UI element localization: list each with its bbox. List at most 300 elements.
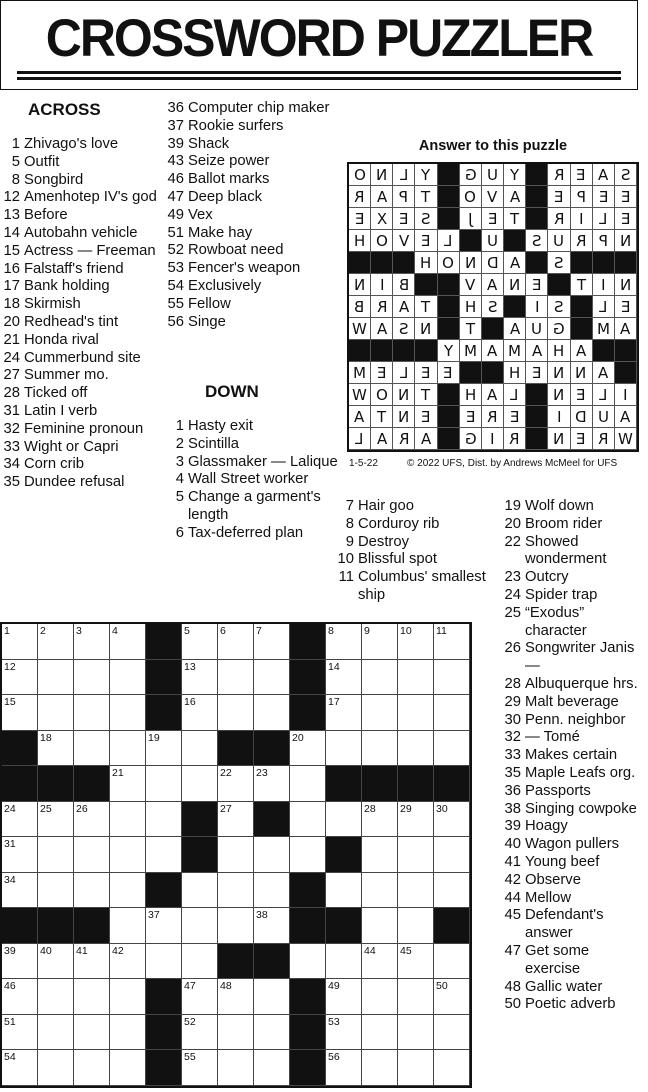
grid-cell[interactable] bbox=[2, 873, 38, 909]
grid-cell[interactable] bbox=[146, 731, 182, 767]
down-heading: DOWN bbox=[205, 382, 259, 401]
grid-cell[interactable] bbox=[326, 1050, 362, 1086]
answer-cell: H bbox=[460, 384, 482, 406]
answer-cell: J bbox=[460, 208, 482, 230]
grid-cell[interactable] bbox=[182, 660, 218, 696]
grid-cell[interactable] bbox=[2, 660, 38, 696]
grid-cell[interactable] bbox=[254, 624, 290, 660]
grid-cell[interactable] bbox=[326, 624, 362, 660]
clue-number: 16 bbox=[3, 260, 20, 277]
grid-cell[interactable] bbox=[110, 873, 146, 909]
grid-cell[interactable] bbox=[398, 1050, 434, 1086]
answer-cell: P bbox=[571, 186, 593, 208]
grid-cell[interactable] bbox=[146, 908, 182, 944]
cell-number: 9 bbox=[364, 625, 370, 637]
clue-number: 33 bbox=[3, 438, 20, 455]
grid-cell[interactable] bbox=[290, 766, 326, 802]
grid-block bbox=[2, 766, 38, 802]
grid-cell[interactable] bbox=[218, 766, 254, 802]
grid-cell[interactable] bbox=[434, 944, 470, 980]
answer-cell: S bbox=[415, 208, 437, 230]
clue-item bbox=[164, 260, 344, 278]
clue-text: Corduroy rib bbox=[358, 515, 440, 532]
clue-number: 31 bbox=[3, 402, 20, 419]
answer-cell: I bbox=[615, 384, 637, 406]
grid-cell[interactable] bbox=[362, 660, 398, 696]
grid-block bbox=[434, 766, 470, 802]
clue-text: Get some exercise bbox=[525, 942, 590, 977]
answer-cell: Y bbox=[415, 164, 437, 186]
answer-cell: G bbox=[460, 428, 482, 450]
clue-number: 23 bbox=[504, 569, 521, 586]
answer-cell: H bbox=[504, 362, 526, 384]
clue-text: Change a garment's length bbox=[188, 489, 321, 523]
answer-cell: E bbox=[615, 186, 637, 208]
grid-cell[interactable] bbox=[2, 1015, 38, 1051]
clue-text: Scintilla bbox=[188, 435, 239, 452]
across-heading: ACROSS bbox=[28, 100, 101, 119]
clue-text: Fencer's weapon bbox=[188, 260, 301, 277]
grid-cell[interactable] bbox=[362, 802, 398, 838]
cell-number: 22 bbox=[220, 767, 232, 780]
grid-cell[interactable] bbox=[74, 1015, 110, 1051]
clue-text: Shack bbox=[188, 135, 230, 152]
answer-cell: T bbox=[415, 384, 437, 406]
clue-item bbox=[0, 456, 160, 474]
grid-cell[interactable] bbox=[398, 837, 434, 873]
clue-item bbox=[0, 296, 160, 314]
grid-cell[interactable] bbox=[182, 1015, 218, 1051]
answer-cell: A bbox=[504, 318, 526, 340]
clue-text: Honda rival bbox=[24, 331, 99, 348]
clue-number: 33 bbox=[504, 747, 521, 764]
clue-item bbox=[497, 712, 647, 730]
grid-cell[interactable] bbox=[74, 624, 110, 660]
grid-cell[interactable] bbox=[146, 766, 182, 802]
grid-cell[interactable] bbox=[290, 837, 326, 873]
answer-cell: Y bbox=[504, 164, 526, 186]
clue-text: Gallic water bbox=[525, 978, 603, 995]
cell-number: 39 bbox=[4, 944, 16, 957]
grid-cell[interactable] bbox=[110, 837, 146, 873]
cell-number: 16 bbox=[184, 696, 196, 709]
grid-cell[interactable] bbox=[434, 731, 470, 767]
clue-text: — Tomé bbox=[525, 729, 580, 746]
answer-cell: M bbox=[349, 362, 371, 384]
clue-number: 51 bbox=[167, 224, 184, 241]
grid-cell[interactable] bbox=[254, 1050, 290, 1086]
grid-cell[interactable] bbox=[290, 944, 326, 980]
answer-block bbox=[438, 384, 460, 406]
answer-cell: E bbox=[393, 208, 415, 230]
grid-block bbox=[74, 766, 110, 802]
grid-cell[interactable] bbox=[38, 1050, 74, 1086]
grid-cell[interactable] bbox=[146, 802, 182, 838]
grid-cell[interactable] bbox=[74, 660, 110, 696]
grid-cell[interactable] bbox=[434, 837, 470, 873]
grid-cell[interactable] bbox=[218, 802, 254, 838]
clue-text: Rookie surfers bbox=[188, 117, 284, 134]
clue-item bbox=[497, 605, 647, 641]
grid-cell[interactable] bbox=[146, 837, 182, 873]
grid-cell[interactable] bbox=[74, 944, 110, 980]
grid-cell[interactable] bbox=[110, 660, 146, 696]
answer-block bbox=[571, 252, 593, 274]
clue-number: 12 bbox=[3, 189, 20, 206]
grid-cell[interactable] bbox=[2, 1050, 38, 1086]
clue-number: 9 bbox=[345, 533, 354, 550]
cell-number: 6 bbox=[220, 625, 226, 637]
clue-item bbox=[497, 640, 647, 676]
clue-item bbox=[497, 996, 647, 1014]
grid-cell[interactable] bbox=[38, 873, 74, 909]
grid-cell[interactable] bbox=[2, 979, 38, 1015]
clue-text: Blissful spot bbox=[358, 551, 437, 568]
clue-text: Fellow bbox=[188, 295, 231, 312]
grid-cell[interactable] bbox=[110, 731, 146, 767]
grid-cell[interactable] bbox=[254, 873, 290, 909]
grid-cell[interactable] bbox=[434, 1050, 470, 1086]
grid-cell[interactable] bbox=[38, 1015, 74, 1051]
clue-item bbox=[0, 189, 160, 207]
grid-cell[interactable] bbox=[38, 944, 74, 980]
grid-cell[interactable] bbox=[74, 802, 110, 838]
grid-cell[interactable] bbox=[434, 1015, 470, 1051]
cell-number: 28 bbox=[364, 802, 376, 815]
clue-text: Falstaff's friend bbox=[24, 260, 124, 277]
cell-number: 46 bbox=[4, 980, 16, 993]
grid-cell[interactable] bbox=[182, 944, 218, 980]
cell-number: 14 bbox=[328, 660, 340, 673]
clue-item bbox=[164, 525, 344, 543]
clue-number: 54 bbox=[167, 277, 184, 294]
answer-block bbox=[371, 340, 393, 362]
down-clues-col-2 bbox=[330, 498, 495, 605]
clue-item bbox=[164, 153, 344, 171]
grid-cell[interactable] bbox=[434, 979, 470, 1015]
answer-cell: N bbox=[349, 274, 371, 296]
answer-cell: N bbox=[615, 274, 637, 296]
grid-cell[interactable] bbox=[398, 908, 434, 944]
grid-cell[interactable] bbox=[74, 873, 110, 909]
clue-text: Amenhotep IV's god bbox=[24, 189, 157, 206]
grid-cell[interactable] bbox=[254, 837, 290, 873]
clue-number: 34 bbox=[3, 456, 20, 473]
cell-number: 26 bbox=[76, 802, 88, 815]
answer-cell: L bbox=[593, 208, 615, 230]
grid-cell[interactable] bbox=[434, 695, 470, 731]
answer-cell: X bbox=[371, 208, 393, 230]
grid-cell[interactable] bbox=[362, 1015, 398, 1051]
clue-number: 20 bbox=[3, 313, 20, 330]
answer-cell: E bbox=[526, 274, 548, 296]
grid-cell[interactable] bbox=[182, 731, 218, 767]
answer-cell: E bbox=[349, 208, 371, 230]
answer-block bbox=[526, 164, 548, 186]
grid-cell[interactable] bbox=[2, 624, 38, 660]
grid-cell[interactable] bbox=[218, 908, 254, 944]
grid-cell[interactable] bbox=[74, 731, 110, 767]
answer-cell: E bbox=[504, 406, 526, 428]
answer-block bbox=[460, 362, 482, 384]
grid-cell[interactable] bbox=[434, 624, 470, 660]
clue-text: Hoagy bbox=[525, 818, 568, 835]
grid-cell[interactable] bbox=[362, 624, 398, 660]
answer-cell: S bbox=[393, 318, 415, 340]
cell-number: 12 bbox=[4, 660, 16, 673]
clue-text: Summer mo. bbox=[24, 367, 109, 384]
grid-cell[interactable] bbox=[362, 944, 398, 980]
grid-block bbox=[290, 1050, 326, 1086]
grid-cell[interactable] bbox=[290, 802, 326, 838]
grid-cell[interactable] bbox=[254, 660, 290, 696]
answer-cell: L bbox=[349, 428, 371, 450]
grid-block bbox=[146, 624, 182, 660]
grid-cell[interactable] bbox=[326, 731, 362, 767]
banner-rule-bottom bbox=[17, 77, 621, 80]
cell-number: 50 bbox=[436, 980, 448, 993]
grid-cell[interactable] bbox=[398, 979, 434, 1015]
answer-cell: R bbox=[349, 186, 371, 208]
answer-cell: O bbox=[438, 252, 460, 274]
answer-cell: L bbox=[504, 384, 526, 406]
answer-cell: A bbox=[571, 340, 593, 362]
grid-cell[interactable] bbox=[434, 802, 470, 838]
cell-number: 30 bbox=[436, 802, 448, 815]
grid-cell[interactable] bbox=[38, 660, 74, 696]
grid-cell[interactable] bbox=[38, 731, 74, 767]
grid-cell[interactable] bbox=[38, 979, 74, 1015]
answer-cell: V bbox=[460, 274, 482, 296]
clue-item bbox=[497, 818, 647, 836]
grid-cell[interactable] bbox=[218, 1015, 254, 1051]
clue-number: 6 bbox=[175, 524, 184, 541]
answer-block bbox=[593, 252, 615, 274]
clue-text: Seize power bbox=[188, 153, 270, 170]
grid-cell[interactable] bbox=[218, 979, 254, 1015]
grid-block bbox=[290, 1015, 326, 1051]
grid-cell[interactable] bbox=[362, 873, 398, 909]
answer-cell: A bbox=[415, 428, 437, 450]
grid-cell[interactable] bbox=[254, 979, 290, 1015]
grid-cell[interactable] bbox=[254, 1015, 290, 1051]
grid-cell[interactable] bbox=[74, 979, 110, 1015]
clue-number: 56 bbox=[167, 313, 184, 330]
answer-cell: W bbox=[349, 384, 371, 406]
grid-cell[interactable] bbox=[74, 695, 110, 731]
grid-cell[interactable] bbox=[2, 695, 38, 731]
grid-cell[interactable] bbox=[326, 695, 362, 731]
answer-cell: H bbox=[548, 340, 570, 362]
grid-cell[interactable] bbox=[362, 979, 398, 1015]
answer-block bbox=[504, 296, 526, 318]
grid-cell[interactable] bbox=[110, 979, 146, 1015]
grid-cell[interactable] bbox=[434, 873, 470, 909]
clue-item bbox=[164, 242, 344, 260]
cell-number: 3 bbox=[76, 625, 82, 637]
answer-block bbox=[393, 340, 415, 362]
grid-cell[interactable] bbox=[110, 695, 146, 731]
grid-block bbox=[2, 731, 38, 767]
clue-text: Wagon pullers bbox=[525, 836, 620, 853]
clue-item bbox=[0, 314, 160, 332]
cell-number: 13 bbox=[184, 660, 196, 673]
answer-cell: E bbox=[615, 208, 637, 230]
cell-number: 15 bbox=[4, 696, 16, 709]
grid-cell[interactable] bbox=[362, 908, 398, 944]
answer-block bbox=[460, 230, 482, 252]
grid-cell[interactable] bbox=[182, 873, 218, 909]
grid-cell[interactable] bbox=[218, 837, 254, 873]
answer-credit: © 2022 UFS, Dist. by Andrews McMeel for UFS bbox=[407, 458, 618, 469]
grid-cell[interactable] bbox=[110, 802, 146, 838]
clue-number: 13 bbox=[3, 207, 20, 224]
grid-cell[interactable] bbox=[38, 837, 74, 873]
answer-cell: D bbox=[571, 406, 593, 428]
grid-block bbox=[218, 731, 254, 767]
answer-cell: E bbox=[571, 428, 593, 450]
grid-block bbox=[326, 766, 362, 802]
grid-cell[interactable] bbox=[362, 695, 398, 731]
answer-cell: P bbox=[593, 230, 615, 252]
grid-cell[interactable] bbox=[290, 731, 326, 767]
grid-cell[interactable] bbox=[74, 837, 110, 873]
grid-cell[interactable] bbox=[326, 660, 362, 696]
cell-number: 37 bbox=[148, 909, 160, 922]
answer-cell: A bbox=[371, 318, 393, 340]
grid-cell[interactable] bbox=[326, 873, 362, 909]
cell-number: 45 bbox=[400, 944, 412, 957]
grid-cell[interactable] bbox=[218, 660, 254, 696]
grid-block bbox=[146, 660, 182, 696]
grid-cell[interactable] bbox=[182, 766, 218, 802]
cell-number: 31 bbox=[4, 838, 16, 851]
cell-number: 48 bbox=[220, 980, 232, 993]
clue-number: 5 bbox=[11, 153, 20, 170]
clue-number: 46 bbox=[167, 171, 184, 188]
grid-cell[interactable] bbox=[2, 837, 38, 873]
grid-cell[interactable] bbox=[218, 624, 254, 660]
grid-cell[interactable] bbox=[434, 660, 470, 696]
clue-number: 39 bbox=[167, 135, 184, 152]
clue-number: 2 bbox=[175, 435, 184, 452]
clue-item bbox=[164, 296, 344, 314]
grid-cell[interactable] bbox=[110, 908, 146, 944]
clue-number: 47 bbox=[504, 942, 521, 959]
grid-cell[interactable] bbox=[110, 766, 146, 802]
cell-number: 5 bbox=[184, 625, 190, 637]
answer-cell: T bbox=[460, 318, 482, 340]
answer-cell: S bbox=[615, 164, 637, 186]
grid-cell[interactable] bbox=[398, 873, 434, 909]
grid-cell[interactable] bbox=[254, 695, 290, 731]
answer-cell: I bbox=[371, 274, 393, 296]
grid-cell[interactable] bbox=[182, 624, 218, 660]
clue-text: Feminine pronoun bbox=[24, 420, 144, 437]
grid-cell[interactable] bbox=[38, 802, 74, 838]
grid-cell[interactable] bbox=[398, 1015, 434, 1051]
grid-cell[interactable] bbox=[218, 1050, 254, 1086]
grid-cell[interactable] bbox=[38, 695, 74, 731]
answer-cell: R bbox=[504, 428, 526, 450]
grid-block bbox=[362, 766, 398, 802]
cell-number: 20 bbox=[292, 731, 304, 744]
answer-block bbox=[438, 164, 460, 186]
grid-cell[interactable] bbox=[398, 802, 434, 838]
grid-cell[interactable] bbox=[362, 837, 398, 873]
grid-cell[interactable] bbox=[182, 695, 218, 731]
grid-cell[interactable] bbox=[362, 1050, 398, 1086]
cell-number: 4 bbox=[112, 625, 118, 637]
grid-cell[interactable] bbox=[110, 944, 146, 980]
answer-cell: E bbox=[371, 362, 393, 384]
grid-cell[interactable] bbox=[398, 944, 434, 980]
answer-cell: E bbox=[415, 362, 437, 384]
answer-cell: A bbox=[393, 296, 415, 318]
cell-number: 1 bbox=[4, 625, 10, 637]
grid-cell[interactable] bbox=[218, 695, 254, 731]
answer-cell: T bbox=[571, 274, 593, 296]
grid-block bbox=[38, 766, 74, 802]
grid-cell[interactable] bbox=[398, 695, 434, 731]
grid-block bbox=[146, 873, 182, 909]
clue-text: Corn crib bbox=[24, 456, 85, 473]
answer-cell: G bbox=[548, 318, 570, 340]
answer-cell: N bbox=[504, 274, 526, 296]
grid-cell[interactable] bbox=[182, 979, 218, 1015]
answer-cell: A bbox=[482, 384, 504, 406]
grid-cell[interactable] bbox=[146, 944, 182, 980]
grid-cell[interactable] bbox=[398, 731, 434, 767]
grid-cell[interactable] bbox=[326, 1015, 362, 1051]
answer-block bbox=[593, 340, 615, 362]
clue-text: Hasty exit bbox=[188, 418, 253, 434]
grid-cell[interactable] bbox=[2, 944, 38, 980]
grid-cell[interactable] bbox=[182, 1050, 218, 1086]
grid-cell[interactable] bbox=[362, 731, 398, 767]
answer-cell: A bbox=[526, 340, 548, 362]
grid-cell[interactable] bbox=[398, 660, 434, 696]
grid-cell[interactable] bbox=[110, 624, 146, 660]
grid-cell[interactable] bbox=[254, 766, 290, 802]
grid-cell[interactable] bbox=[110, 1015, 146, 1051]
clue-item bbox=[0, 243, 160, 261]
grid-cell[interactable] bbox=[182, 908, 218, 944]
grid-cell[interactable] bbox=[38, 624, 74, 660]
grid-cell[interactable] bbox=[326, 944, 362, 980]
answer-cell: H bbox=[460, 296, 482, 318]
clue-number: 55 bbox=[167, 295, 184, 312]
answer-cell: T bbox=[504, 208, 526, 230]
grid-cell[interactable] bbox=[398, 624, 434, 660]
clue-text: Redhead's tint bbox=[24, 313, 119, 330]
grid-cell[interactable] bbox=[326, 802, 362, 838]
grid-cell[interactable] bbox=[218, 873, 254, 909]
cell-number: 44 bbox=[364, 944, 376, 957]
grid-cell[interactable] bbox=[254, 908, 290, 944]
clue-number: 22 bbox=[504, 533, 521, 550]
cell-number: 34 bbox=[4, 873, 16, 886]
answer-block bbox=[571, 296, 593, 318]
answer-cell: N bbox=[548, 362, 570, 384]
grid-cell[interactable] bbox=[110, 1050, 146, 1086]
clue-text: Bank holding bbox=[24, 278, 110, 295]
cell-number: 56 bbox=[328, 1051, 340, 1064]
answer-cell: M bbox=[593, 318, 615, 340]
grid-cell[interactable] bbox=[326, 979, 362, 1015]
grid-cell[interactable] bbox=[74, 1050, 110, 1086]
grid-cell[interactable] bbox=[2, 802, 38, 838]
